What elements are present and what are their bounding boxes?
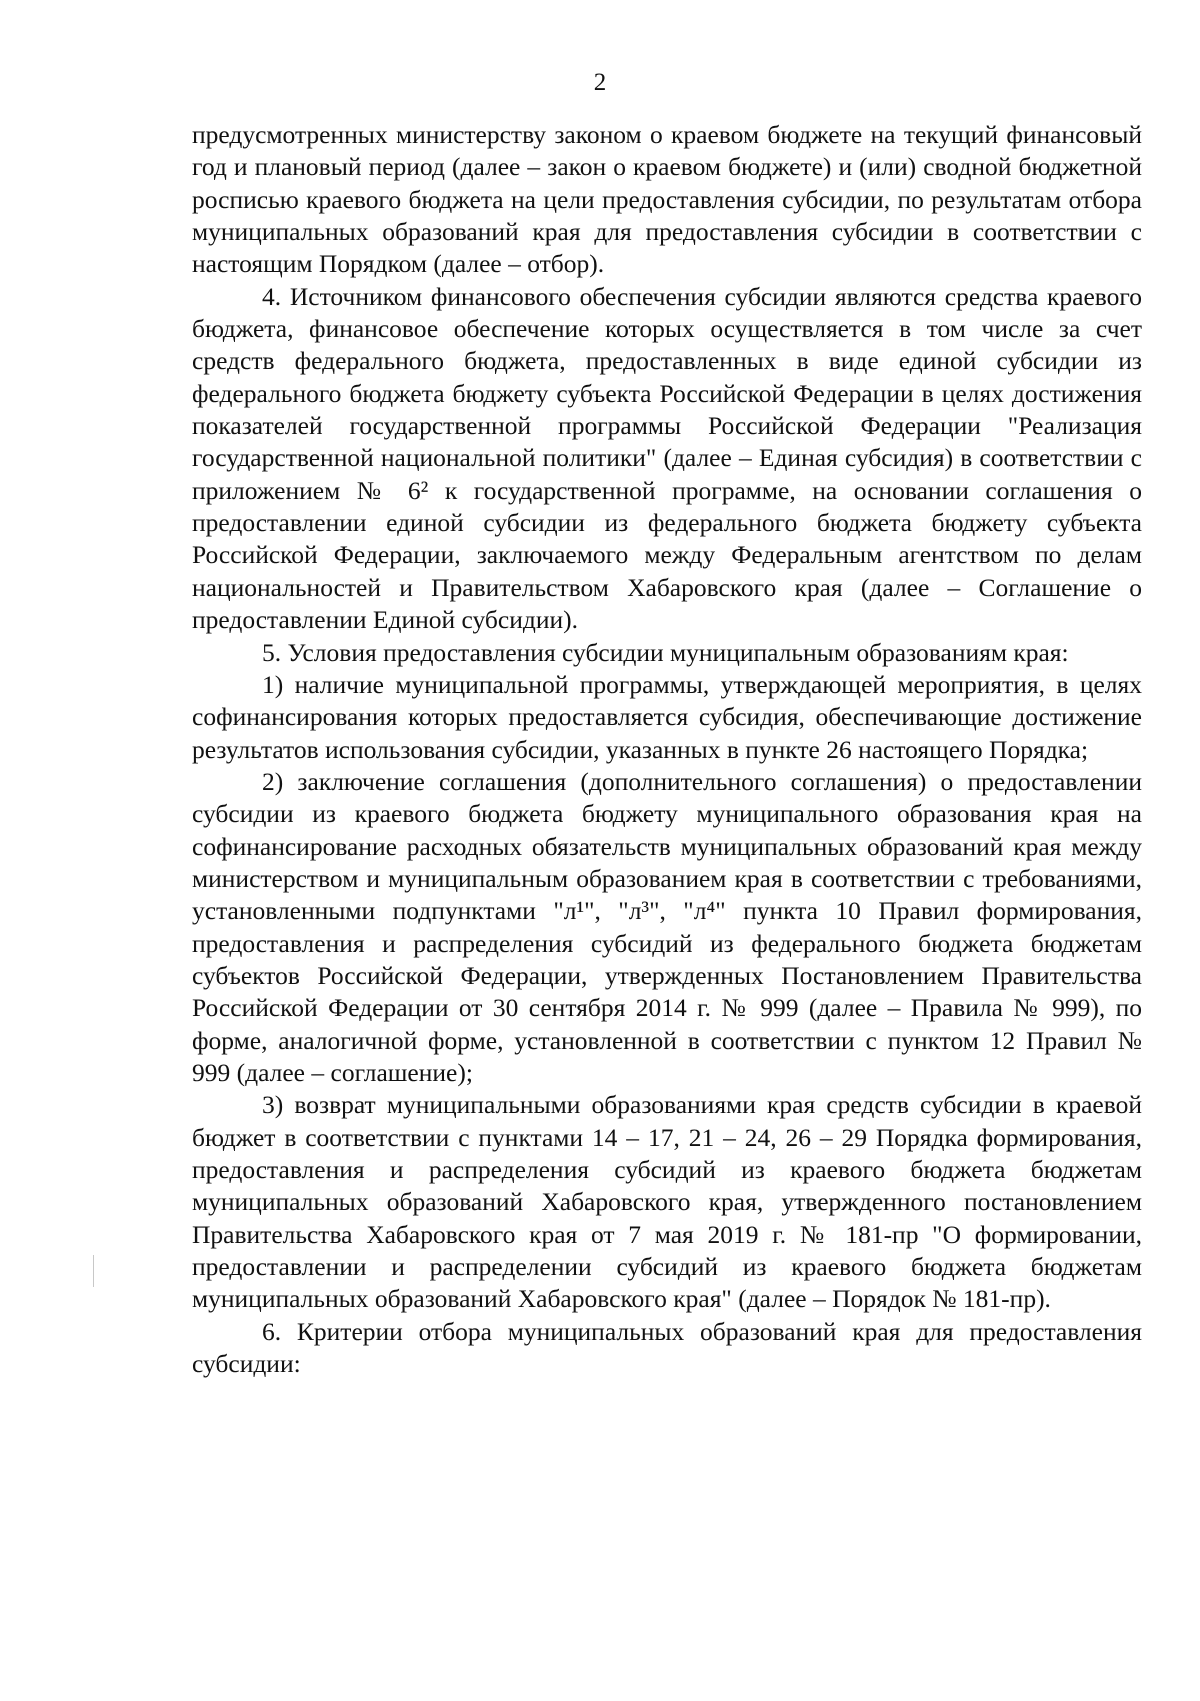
scan-artifact-line (93, 1255, 94, 1287)
paragraph-item-4-funding-source: 4. Источником финансового обеспечения субсидии являются средства краевого бюджета, финансовое обеспечение которых осуществляется в том числе за счет средств федерального бюджета, предоставленных в виде единой субсидии из федерального бюджета бюджету субъекта Российской Федерации в целях достижения показателей государственной программы Российской Федерации "Реализация государственной национальной политики" (далее – Единая субсидия) в соответствии с приложением № 6² к государственной программе, на основании соглашения о предоставлении единой субсидии из федерального бюджета бюджету субъекта Российской Федерации, заключаемого между Федеральным агентством по делам национальностей и Правительством Хабаровского края (далее – Соглашение о предоставлении Единой субсидии). (192, 281, 1142, 635)
paragraph-item-5-conditions: 5. Условия предоставления субсидии муниципальным образованиям края: (262, 637, 1069, 667)
document-body (192, 119, 1142, 1380)
paragraph-subitem-3: 3) возврат муниципальными образованиями края средств субсидии в краевой бюджет в соответствии с пунктами 14 – 17, 21 – 24, 26 – 29 Порядка формирования, предоставления и распределения субсидий из краевого бюджета бюджетам муниципальных образований Хабаровского края, утвержденного постановлением Правительства Хабаровского края от 7 мая 2019 г. № 181-пр "О формировании, предоставлении и распределении субсидий из краевого бюджета бюджетам муниципальных образований Хабаровского края" (далее – Порядок № 181-пр). (192, 1090, 1142, 1314)
page-number: 2 (593, 69, 607, 96)
paragraph-continuation: предусмотренных министерству законом о краевом бюджете на текущий финансовый год и плановый период (далее – закон о краевом бюджете) и (или) сводной бюджетной росписью краевого бюджета на цели предоставления субсидии, по результатам отбора муниципальных образований края для предоставления субсидии в соответствии с настоящим Порядком (далее – отбор). (192, 120, 1142, 279)
paragraph-subitem-2: 2) заключение соглашения (дополнительного соглашения) о предоставлении субсидии из краевого бюджета бюджету муниципального образования края на софинансирование расходных обязательств муниципальных образований края между министерством и муниципальным образованием края в соответствии с требованиями, установленными подпунктами "л¹", "л³", "л⁴" пункта 10 Правил формирования, предоставления и распределения субсидий из федерального бюджета бюджетам субъектов Российской Федерации, утвержденных Постановлением Правительства Российской Федерации от 30 сентября 2014 г. № 999 (далее – Правила № 999), по форме, аналогичной форме, установленной в соответствии с пунктом 12 Правил № 999 (далее – соглашение); (192, 766, 1142, 1087)
paragraph-subitem-1: 1) наличие муниципальной программы, утверждающей мероприятия, в целях софинансирования которых предоставляется субсидия, обеспечивающие достижение результатов использования субсидии, указанных в пункте 26 настоящего Порядка; (192, 669, 1142, 764)
paragraph-item-6-criteria: 6. Критерии отбора муниципальных образований края для предоставления субсидии: (192, 1316, 1142, 1379)
